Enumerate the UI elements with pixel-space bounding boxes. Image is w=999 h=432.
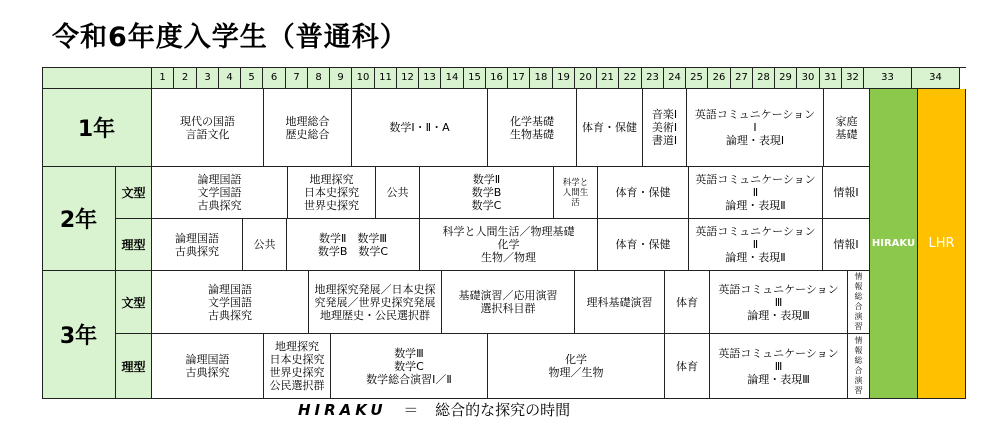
subject-info-2b: 情報Ⅰ — [823, 167, 870, 219]
subject-chiri-rekishi: 地理総合 歴史総合 — [264, 89, 352, 167]
subject-chiri-3b: 地理探究発展／日本史探 究発展／世界史探究発展 地理歴史・公民選択群 — [309, 271, 442, 334]
period-header-31: 31 — [820, 67, 842, 89]
subject-gendai-gengo: 現代の国語 言語文化 — [152, 89, 264, 167]
subject-chiri-2b: 地理探究 日本史探究 世界史探究 — [288, 167, 376, 219]
period-header-15: 15 — [464, 67, 486, 89]
subject-science-2r: 科学と人間生活／物理基礎 化学 生物／物理 — [420, 219, 598, 271]
legend-equals: ＝ — [403, 401, 419, 419]
subject-pe-3r: 体育 — [665, 334, 710, 399]
subject-kokugo-2b: 論理国語 文学国語 古典探究 — [152, 167, 288, 219]
period-header-23: 23 — [642, 67, 664, 89]
subject-kokugo-3r: 論理国語 古典探究 — [152, 334, 264, 399]
period-header-20: 20 — [575, 67, 597, 89]
subject-math-1: 数学Ⅰ・Ⅱ・A — [352, 89, 488, 167]
header-corner — [42, 67, 152, 89]
subject-math-3b: 基礎演習／応用演習 選択科目群 — [442, 271, 575, 334]
year-label-2: 2年 — [42, 167, 116, 271]
legend — [298, 399, 570, 421]
subject-science-3b: 理科基礎演習 — [575, 271, 665, 334]
track-label-3-bunkei: 文型 — [116, 271, 152, 334]
period-header-29: 29 — [775, 67, 797, 89]
legend-definition: 総合的な探究の時間 — [435, 401, 571, 419]
subject-arts: 音楽Ⅰ 美術Ⅰ 書道Ⅰ — [643, 89, 687, 167]
period-header-6: 6 — [263, 67, 286, 89]
subject-kokyo-2b: 公共 — [376, 167, 420, 219]
lhr-block: LHR — [918, 89, 966, 399]
period-header-30: 30 — [797, 67, 820, 89]
period-header-7: 7 — [286, 67, 308, 89]
subject-info-2r: 情報Ⅰ — [823, 219, 870, 271]
subject-info-3r: 情 報 総 合 演 習 — [848, 334, 870, 399]
period-header-21: 21 — [597, 67, 619, 89]
legend-term: HIRAKU — [298, 401, 387, 419]
track-label-2-rikei: 理型 — [116, 219, 152, 271]
period-header-34: 34 — [912, 67, 960, 89]
period-header-16: 16 — [486, 67, 508, 89]
subject-kokugo-2r: 論理国語 古典探究 — [152, 219, 243, 271]
period-header-10: 10 — [352, 67, 375, 89]
period-header-5: 5 — [241, 67, 263, 89]
track-label-3-rikei: 理型 — [116, 334, 152, 399]
period-header-28: 28 — [753, 67, 775, 89]
period-header-17: 17 — [508, 67, 530, 89]
subject-science-3r: 化学 物理／生物 — [488, 334, 665, 399]
period-header-4: 4 — [219, 67, 241, 89]
period-header-22: 22 — [619, 67, 642, 89]
subject-math-3r: 数学Ⅲ 数学C 数学総合演習Ⅰ／Ⅱ — [331, 334, 488, 399]
period-header-3: 3 — [197, 67, 219, 89]
subject-english-3r: 英語コミュニケーション Ⅲ 論理・表現Ⅲ — [710, 334, 848, 399]
subject-pe-3b: 体育 — [665, 271, 710, 334]
period-header-12: 12 — [397, 67, 419, 89]
subject-kokyo-2r: 公共 — [243, 219, 287, 271]
year-label-1: 1年 — [42, 89, 152, 167]
page-title: 令和6年度入学生（普通科） — [52, 22, 408, 53]
period-header-32: 32 — [842, 67, 864, 89]
subject-info-3b: 情 報 総 合 演 習 — [848, 271, 870, 334]
subject-english-2b: 英語コミュニケーション Ⅱ 論理・表現Ⅱ — [689, 167, 823, 219]
subject-pe-1: 体育・保健 — [577, 89, 643, 167]
period-header-11: 11 — [375, 67, 397, 89]
period-header-13: 13 — [419, 67, 441, 89]
subject-math-2r: 数学Ⅱ 数学Ⅲ 数学B 数学C — [287, 219, 420, 271]
subject-chiri-3r: 地理探究 日本史探究 世界史探究 公民選択群 — [264, 334, 331, 399]
track-label-2-bunkei: 文型 — [116, 167, 152, 219]
period-header-19: 19 — [553, 67, 575, 89]
period-header-33: 33 — [864, 67, 912, 89]
subject-pe-2b: 体育・保健 — [598, 167, 689, 219]
period-header-25: 25 — [686, 67, 708, 89]
year-label-3: 3年 — [42, 271, 116, 399]
period-header-9: 9 — [330, 67, 352, 89]
subject-english-1: 英語コミュニケーション Ⅰ 論理・表現Ⅰ — [687, 89, 824, 167]
period-header-14: 14 — [441, 67, 464, 89]
subject-kagaku-seibutsu: 化学基礎 生物基礎 — [488, 89, 577, 167]
subject-math-2b: 数学Ⅱ 数学B 数学C — [420, 167, 554, 219]
period-header-1: 1 — [152, 67, 174, 89]
subject-english-3b: 英語コミュニケーション Ⅲ 論理・表現Ⅲ — [710, 271, 848, 334]
subject-pe-2r: 体育・保健 — [598, 219, 689, 271]
period-header-8: 8 — [308, 67, 330, 89]
hiraku-block: HIRAKU — [870, 89, 918, 399]
subject-science-2b: 科学と 人間生 活 — [554, 167, 598, 219]
period-header-18: 18 — [530, 67, 553, 89]
period-header-24: 24 — [664, 67, 686, 89]
subject-kokugo-3b: 論理国語 文学国語 古典探究 — [152, 271, 309, 334]
period-header-27: 27 — [731, 67, 753, 89]
period-header-2: 2 — [174, 67, 197, 89]
period-header-26: 26 — [708, 67, 731, 89]
subject-katei: 家庭 基礎 — [824, 89, 870, 167]
subject-english-2r: 英語コミュニケーション Ⅱ 論理・表現Ⅱ — [689, 219, 823, 271]
